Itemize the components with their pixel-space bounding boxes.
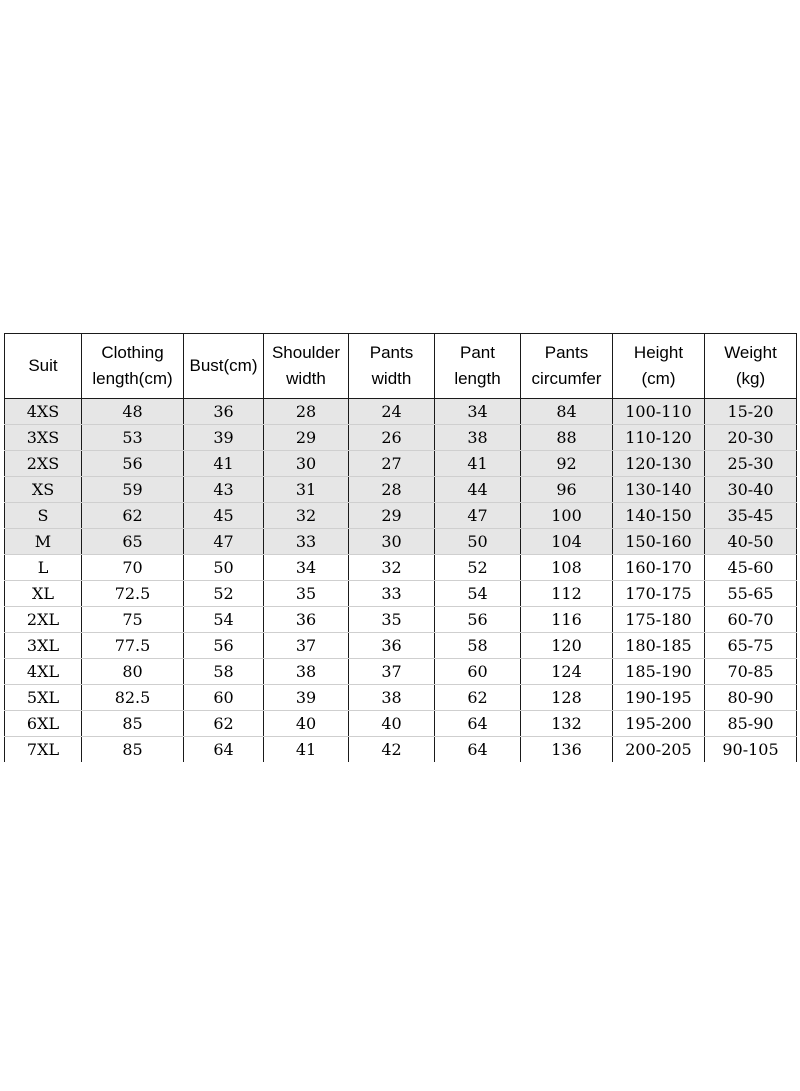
header-label-line: width (371, 369, 412, 388)
measurement-cell: 160-170 (613, 555, 705, 581)
table-row (5, 425, 797, 451)
table-row (5, 607, 797, 633)
measurement-cell: 41 (435, 451, 521, 477)
table-row (5, 659, 797, 685)
measurement-cell: 65 (82, 529, 184, 555)
measurement-cell: 65-75 (705, 633, 797, 659)
measurement-cell: 41 (184, 451, 264, 477)
size-label-cell: 3XS (5, 425, 82, 451)
size-label-cell: 2XL (5, 607, 82, 633)
measurement-cell: 33 (264, 529, 349, 555)
measurement-cell: 70 (82, 555, 184, 581)
measurement-cell: 90-105 (705, 737, 797, 763)
measurement-cell: 44 (435, 477, 521, 503)
measurement-cell: 54 (435, 581, 521, 607)
measurement-cell: 56 (82, 451, 184, 477)
measurement-cell: 84 (521, 399, 613, 425)
measurement-cell: 110-120 (613, 425, 705, 451)
measurement-cell: 185-190 (613, 659, 705, 685)
measurement-cell: 85 (82, 711, 184, 737)
measurement-cell: 175-180 (613, 607, 705, 633)
measurement-cell: 40-50 (705, 529, 797, 555)
measurement-cell: 35 (349, 607, 435, 633)
measurement-cell: 24 (349, 399, 435, 425)
measurement-cell: 48 (82, 399, 184, 425)
measurement-cell: 116 (521, 607, 613, 633)
measurement-cell: 82.5 (82, 685, 184, 711)
measurement-cell: 132 (521, 711, 613, 737)
measurement-cell: 62 (435, 685, 521, 711)
measurement-cell: 32 (264, 503, 349, 529)
header-pants-width (349, 334, 435, 399)
measurement-cell: 41 (264, 737, 349, 763)
measurement-cell: 85-90 (705, 711, 797, 737)
header-suit (5, 334, 82, 399)
measurement-cell: 39 (264, 685, 349, 711)
table-row (5, 711, 797, 737)
measurement-cell: 170-175 (613, 581, 705, 607)
measurement-cell: 124 (521, 659, 613, 685)
measurement-cell: 104 (521, 529, 613, 555)
header-label-line: Shoulder (271, 343, 341, 362)
measurement-cell: 36 (349, 633, 435, 659)
measurement-cell: 38 (264, 659, 349, 685)
measurement-cell: 52 (435, 555, 521, 581)
header-height (613, 334, 705, 399)
table-row (5, 477, 797, 503)
measurement-cell: 58 (435, 633, 521, 659)
header-label-line: Weight (724, 343, 777, 362)
measurement-cell: 56 (184, 633, 264, 659)
measurement-cell: 30 (264, 451, 349, 477)
header-label-line: Suit (28, 356, 58, 375)
measurement-cell: 37 (264, 633, 349, 659)
header-label-line: circumfer (531, 369, 602, 388)
measurement-cell: 64 (184, 737, 264, 763)
measurement-cell: 85 (82, 737, 184, 763)
measurement-cell: 26 (349, 425, 435, 451)
measurement-cell: 29 (264, 425, 349, 451)
header-label-line: length (454, 369, 501, 388)
measurement-cell: 36 (264, 607, 349, 633)
size-label-cell: 5XL (5, 685, 82, 711)
size-label-cell: 3XL (5, 633, 82, 659)
measurement-cell: 55-65 (705, 581, 797, 607)
measurement-cell: 45-60 (705, 555, 797, 581)
measurement-cell: 100-110 (613, 399, 705, 425)
header-bust (184, 334, 264, 399)
table-row (5, 503, 797, 529)
measurement-cell: 40 (349, 711, 435, 737)
measurement-cell: 38 (349, 685, 435, 711)
header-weight (705, 334, 797, 399)
header-label-line: width (286, 369, 326, 388)
measurement-cell: 27 (349, 451, 435, 477)
measurement-cell: 200-205 (613, 737, 705, 763)
measurement-cell: 70-85 (705, 659, 797, 685)
size-label-cell: XS (5, 477, 82, 503)
measurement-cell: 36 (184, 399, 264, 425)
measurement-cell: 50 (435, 529, 521, 555)
measurement-cell: 37 (349, 659, 435, 685)
measurement-cell: 112 (521, 581, 613, 607)
measurement-cell: 80 (82, 659, 184, 685)
measurement-cell: 190-195 (613, 685, 705, 711)
measurement-cell: 20-30 (705, 425, 797, 451)
measurement-cell: 64 (435, 737, 521, 763)
table-row (5, 451, 797, 477)
measurement-cell: 32 (349, 555, 435, 581)
measurement-cell: 180-185 (613, 633, 705, 659)
measurement-cell: 130-140 (613, 477, 705, 503)
measurement-cell: 35-45 (705, 503, 797, 529)
measurement-cell: 80-90 (705, 685, 797, 711)
table-row (5, 399, 797, 425)
size-label-cell: M (5, 529, 82, 555)
measurement-cell: 150-160 (613, 529, 705, 555)
header-shoulder-width (264, 334, 349, 399)
table-row (5, 685, 797, 711)
size-label-cell: 4XL (5, 659, 82, 685)
measurement-cell: 136 (521, 737, 613, 763)
size-label-cell: 2XS (5, 451, 82, 477)
size-label-cell: XL (5, 581, 82, 607)
measurement-cell: 59 (82, 477, 184, 503)
measurement-cell: 43 (184, 477, 264, 503)
measurement-cell: 47 (184, 529, 264, 555)
header-clothing-length (82, 334, 184, 399)
measurement-cell: 88 (521, 425, 613, 451)
header-pants-circumference (521, 334, 613, 399)
measurement-cell: 34 (264, 555, 349, 581)
measurement-cell: 60-70 (705, 607, 797, 633)
size-label-cell: S (5, 503, 82, 529)
measurement-cell: 120-130 (613, 451, 705, 477)
header-label-line: Clothing (101, 343, 164, 362)
size-label-cell: 6XL (5, 711, 82, 737)
size-label-cell: L (5, 555, 82, 581)
measurement-cell: 29 (349, 503, 435, 529)
measurement-cell: 30-40 (705, 477, 797, 503)
measurement-cell: 77.5 (82, 633, 184, 659)
measurement-cell: 52 (184, 581, 264, 607)
measurement-cell: 15-20 (705, 399, 797, 425)
measurement-cell: 54 (184, 607, 264, 633)
measurement-cell: 30 (349, 529, 435, 555)
table-row (5, 737, 797, 763)
header-label-line: Height (633, 343, 684, 362)
measurement-cell: 58 (184, 659, 264, 685)
table-row (5, 581, 797, 607)
size-label-cell: 7XL (5, 737, 82, 763)
measurement-cell: 39 (184, 425, 264, 451)
table-row (5, 529, 797, 555)
measurement-cell: 53 (82, 425, 184, 451)
measurement-cell: 38 (435, 425, 521, 451)
header-label-line: (cm) (641, 369, 676, 388)
header-row (5, 334, 797, 399)
measurement-cell: 31 (264, 477, 349, 503)
header-label-line: length(cm) (92, 369, 173, 388)
measurement-cell: 120 (521, 633, 613, 659)
measurement-cell: 28 (264, 399, 349, 425)
measurement-cell: 195-200 (613, 711, 705, 737)
measurement-cell: 92 (521, 451, 613, 477)
measurement-cell: 28 (349, 477, 435, 503)
size-label-cell: 4XS (5, 399, 82, 425)
table-row (5, 555, 797, 581)
measurement-cell: 128 (521, 685, 613, 711)
header-label-line: Pants (369, 343, 414, 362)
table-row (5, 633, 797, 659)
measurement-cell: 50 (184, 555, 264, 581)
header-label-line: (kg) (735, 369, 766, 388)
measurement-cell: 75 (82, 607, 184, 633)
measurement-cell: 60 (184, 685, 264, 711)
measurement-cell: 42 (349, 737, 435, 763)
measurement-cell: 64 (435, 711, 521, 737)
header-label-line: Bust(cm) (189, 356, 258, 375)
measurement-cell: 62 (184, 711, 264, 737)
measurement-cell: 33 (349, 581, 435, 607)
header-pant-length (435, 334, 521, 399)
measurement-cell: 40 (264, 711, 349, 737)
header-label-line: Pants (544, 343, 589, 362)
measurement-cell: 108 (521, 555, 613, 581)
measurement-cell: 56 (435, 607, 521, 633)
measurement-cell: 35 (264, 581, 349, 607)
measurement-cell: 25-30 (705, 451, 797, 477)
measurement-cell: 100 (521, 503, 613, 529)
size-chart-table (4, 333, 797, 762)
measurement-cell: 96 (521, 477, 613, 503)
table-body (5, 399, 797, 763)
measurement-cell: 34 (435, 399, 521, 425)
measurement-cell: 62 (82, 503, 184, 529)
measurement-cell: 140-150 (613, 503, 705, 529)
measurement-cell: 45 (184, 503, 264, 529)
measurement-cell: 47 (435, 503, 521, 529)
measurement-cell: 60 (435, 659, 521, 685)
header-label-line: Pant (460, 343, 495, 362)
measurement-cell: 72.5 (82, 581, 184, 607)
